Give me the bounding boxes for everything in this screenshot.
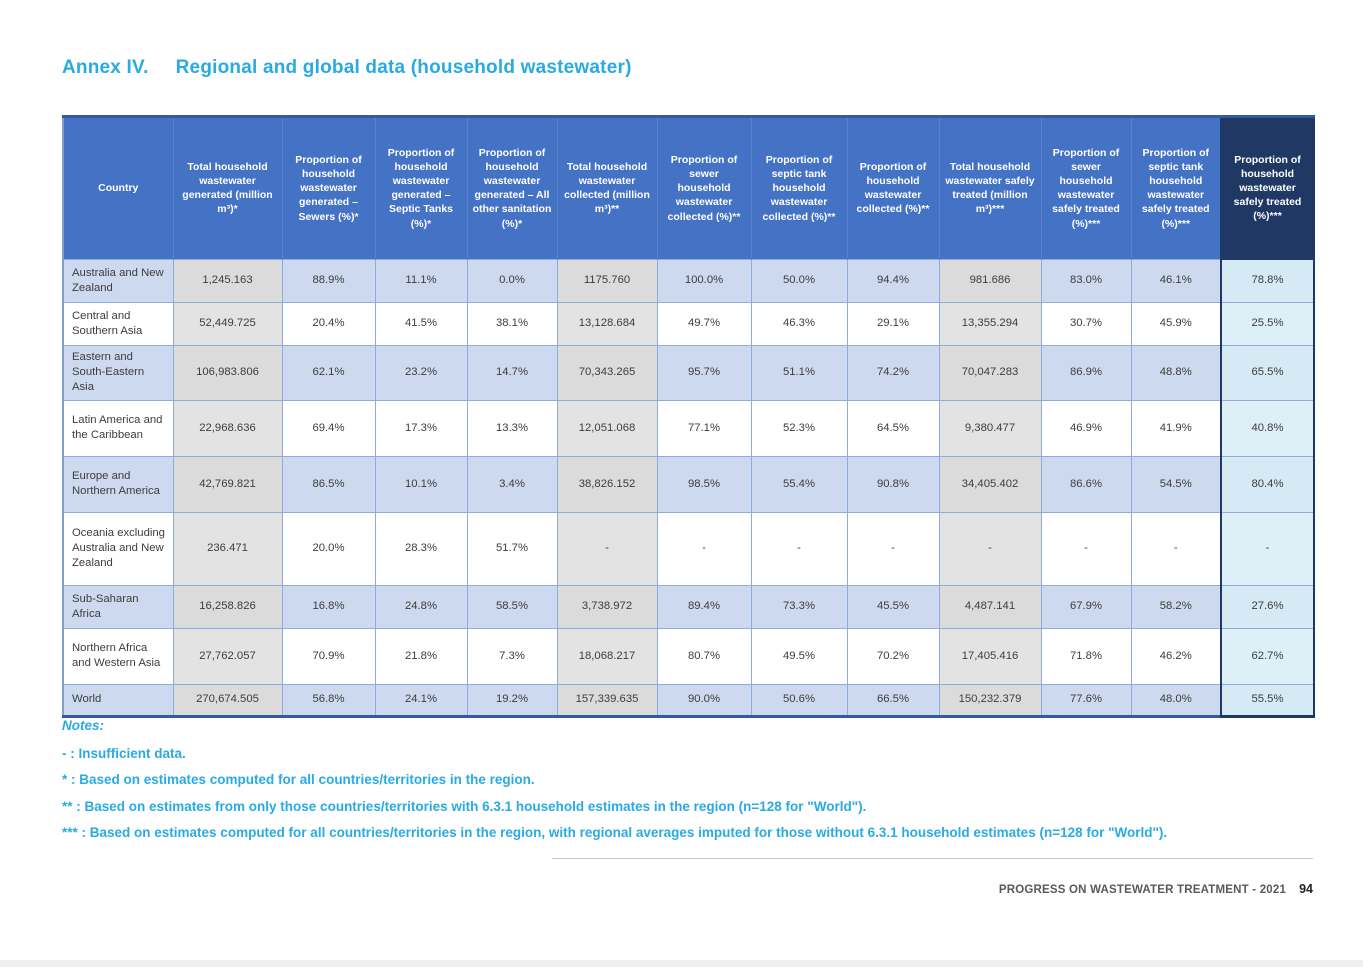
- value-cell: 7.3%: [467, 628, 557, 684]
- value-cell: 48.8%: [1131, 345, 1221, 400]
- column-header: Proportion of sewer household wastewater safely treated (%)***: [1041, 117, 1131, 260]
- value-cell: 106,983.806: [173, 345, 282, 400]
- value-cell: 0.0%: [467, 259, 557, 302]
- table-row: [63, 512, 1314, 585]
- value-cell: 41.9%: [1131, 400, 1221, 456]
- footer-page-number: 94: [1299, 882, 1313, 896]
- value-cell: 24.8%: [375, 585, 467, 628]
- value-cell: 3.4%: [467, 456, 557, 512]
- column-header: Proportion of household wastewater generated – All other sanitation (%)*: [467, 117, 557, 260]
- value-cell: -: [751, 512, 847, 585]
- value-cell: -: [939, 512, 1041, 585]
- value-cell: -: [1221, 512, 1314, 585]
- value-cell: 52,449.725: [173, 302, 282, 345]
- value-cell: 100.0%: [657, 259, 751, 302]
- footer-divider: [552, 858, 1313, 859]
- value-cell: 77.6%: [1041, 684, 1131, 716]
- notes-heading: Notes:: [62, 718, 105, 733]
- value-cell: 13.3%: [467, 400, 557, 456]
- annex-label: Annex IV.: [62, 57, 149, 78]
- value-cell: 45.5%: [847, 585, 939, 628]
- value-cell: 16,258.826: [173, 585, 282, 628]
- value-cell: 55.5%: [1221, 684, 1314, 716]
- value-cell: 62.7%: [1221, 628, 1314, 684]
- value-cell: 12,051.068: [557, 400, 657, 456]
- value-cell: 34,405.402: [939, 456, 1041, 512]
- value-cell: 41.5%: [375, 302, 467, 345]
- value-cell: 10.1%: [375, 456, 467, 512]
- value-cell: 46.2%: [1131, 628, 1221, 684]
- value-cell: 51.1%: [751, 345, 847, 400]
- value-cell: 65.5%: [1221, 345, 1314, 400]
- country-cell: Australia and New Zealand: [63, 259, 173, 302]
- table-row: [63, 628, 1314, 684]
- value-cell: 236.471: [173, 512, 282, 585]
- value-cell: 38.1%: [467, 302, 557, 345]
- annex-table: [62, 115, 1315, 718]
- column-header: Proportion of household wastewater safely treated (%)***: [1221, 117, 1314, 260]
- value-cell: 4,487.141: [939, 585, 1041, 628]
- value-cell: 89.4%: [657, 585, 751, 628]
- value-cell: 98.5%: [657, 456, 751, 512]
- value-cell: 1,245.163: [173, 259, 282, 302]
- value-cell: 27,762.057: [173, 628, 282, 684]
- column-header: Proportion of sewer household wastewater collected (%)**: [657, 117, 751, 260]
- column-header: Proportion of household wastewater generated – Sewers (%)*: [282, 117, 375, 260]
- value-cell: 67.9%: [1041, 585, 1131, 628]
- value-cell: 45.9%: [1131, 302, 1221, 345]
- note-insufficient-data: - : Insufficient data.: [62, 745, 186, 761]
- value-cell: 90.8%: [847, 456, 939, 512]
- value-cell: 14.7%: [467, 345, 557, 400]
- note-one-asterisk: * : Based on estimates computed for all countries/territories in the region.: [62, 772, 535, 787]
- column-header: Total household wastewater generated (million m³)*: [173, 117, 282, 260]
- column-header: Proportion of household wastewater generated – Septic Tanks (%)*: [375, 117, 467, 260]
- value-cell: 83.0%: [1041, 259, 1131, 302]
- country-cell: World: [63, 684, 173, 716]
- value-cell: 40.8%: [1221, 400, 1314, 456]
- value-cell: 58.5%: [467, 585, 557, 628]
- value-cell: 46.3%: [751, 302, 847, 345]
- country-cell: Northern Africa and Western Asia: [63, 628, 173, 684]
- value-cell: 86.5%: [282, 456, 375, 512]
- note-three-asterisks: *** : Based on estimates computed for all countries/territories in the region, with regional averages imputed for those without 6.3.1 household estimates (n=128 for "World").: [62, 825, 1168, 840]
- country-cell: Eastern and South-Eastern Asia: [63, 345, 173, 400]
- value-cell: 95.7%: [657, 345, 751, 400]
- value-cell: 70.2%: [847, 628, 939, 684]
- value-cell: -: [1131, 512, 1221, 585]
- value-cell: 3,738.972: [557, 585, 657, 628]
- value-cell: 19.2%: [467, 684, 557, 716]
- country-cell: Oceania excluding Australia and New Zealand: [63, 512, 173, 585]
- value-cell: 74.2%: [847, 345, 939, 400]
- value-cell: 21.8%: [375, 628, 467, 684]
- value-cell: 24.1%: [375, 684, 467, 716]
- value-cell: 1175.760: [557, 259, 657, 302]
- value-cell: -: [847, 512, 939, 585]
- footer: [999, 882, 1313, 896]
- value-cell: 50.6%: [751, 684, 847, 716]
- value-cell: 22,968.636: [173, 400, 282, 456]
- column-header: Country: [63, 117, 173, 260]
- value-cell: -: [557, 512, 657, 585]
- table-body: [63, 259, 1314, 716]
- country-cell: Europe and Northern America: [63, 456, 173, 512]
- table-row: [63, 345, 1314, 400]
- page-title: [62, 57, 632, 79]
- country-cell: Sub-Saharan Africa: [63, 585, 173, 628]
- value-cell: 46.1%: [1131, 259, 1221, 302]
- value-cell: 80.7%: [657, 628, 751, 684]
- value-cell: 70,343.265: [557, 345, 657, 400]
- column-header: Total household wastewater safely treated (million m³)***: [939, 117, 1041, 260]
- value-cell: 58.2%: [1131, 585, 1221, 628]
- value-cell: -: [1041, 512, 1131, 585]
- value-cell: 55.4%: [751, 456, 847, 512]
- value-cell: 18,068.217: [557, 628, 657, 684]
- value-cell: 20.4%: [282, 302, 375, 345]
- value-cell: 51.7%: [467, 512, 557, 585]
- table-row: [63, 684, 1314, 716]
- value-cell: 64.5%: [847, 400, 939, 456]
- value-cell: 73.3%: [751, 585, 847, 628]
- value-cell: 48.0%: [1131, 684, 1221, 716]
- column-header: Total household wastewater collected (million m³)**: [557, 117, 657, 260]
- annex-table-container: [62, 115, 1315, 718]
- value-cell: 11.1%: [375, 259, 467, 302]
- value-cell: -: [657, 512, 751, 585]
- value-cell: 78.8%: [1221, 259, 1314, 302]
- value-cell: 46.9%: [1041, 400, 1131, 456]
- value-cell: 94.4%: [847, 259, 939, 302]
- table-row: [63, 456, 1314, 512]
- note-two-asterisks: ** : Based on estimates from only those countries/territories with 6.3.1 household estimates in the region (n=128 for "World").: [62, 798, 867, 814]
- value-cell: 70,047.283: [939, 345, 1041, 400]
- value-cell: 62.1%: [282, 345, 375, 400]
- value-cell: 90.0%: [657, 684, 751, 716]
- notes-section: [62, 719, 1167, 853]
- value-cell: 70.9%: [282, 628, 375, 684]
- value-cell: 29.1%: [847, 302, 939, 345]
- value-cell: 27.6%: [1221, 585, 1314, 628]
- value-cell: 30.7%: [1041, 302, 1131, 345]
- country-cell: Central and Southern Asia: [63, 302, 173, 345]
- column-header: Proportion of septic tank household wastewater collected (%)**: [751, 117, 847, 260]
- value-cell: 25.5%: [1221, 302, 1314, 345]
- value-cell: 49.5%: [751, 628, 847, 684]
- value-cell: 981.686: [939, 259, 1041, 302]
- country-cell: Latin America and the Caribbean: [63, 400, 173, 456]
- value-cell: 54.5%: [1131, 456, 1221, 512]
- value-cell: 86.6%: [1041, 456, 1131, 512]
- value-cell: 86.9%: [1041, 345, 1131, 400]
- value-cell: 49.7%: [657, 302, 751, 345]
- value-cell: 88.9%: [282, 259, 375, 302]
- value-cell: 28.3%: [375, 512, 467, 585]
- value-cell: 157,339.635: [557, 684, 657, 716]
- value-cell: 13,355.294: [939, 302, 1041, 345]
- value-cell: 38,826.152: [557, 456, 657, 512]
- value-cell: 71.8%: [1041, 628, 1131, 684]
- column-header: Proportion of household wastewater collected (%)**: [847, 117, 939, 260]
- value-cell: 13,128.684: [557, 302, 657, 345]
- value-cell: 23.2%: [375, 345, 467, 400]
- table-row: [63, 400, 1314, 456]
- table-row: [63, 302, 1314, 345]
- value-cell: 69.4%: [282, 400, 375, 456]
- annex-title: Regional and global data (household wastewater): [175, 57, 632, 78]
- column-header: Proportion of septic tank household wastewater safely treated (%)***: [1131, 117, 1221, 260]
- footer-report-title: PROGRESS ON WASTEWATER TREATMENT - 2021: [998, 884, 1287, 896]
- value-cell: 9,380.477: [939, 400, 1041, 456]
- value-cell: 50.0%: [751, 259, 847, 302]
- value-cell: 56.8%: [282, 684, 375, 716]
- value-cell: 80.4%: [1221, 456, 1314, 512]
- page-edge-strip: [0, 960, 1363, 967]
- value-cell: 16.8%: [282, 585, 375, 628]
- table-row: [63, 585, 1314, 628]
- value-cell: 52.3%: [751, 400, 847, 456]
- value-cell: 17.3%: [375, 400, 467, 456]
- value-cell: 17,405.416: [939, 628, 1041, 684]
- value-cell: 20.0%: [282, 512, 375, 585]
- value-cell: 66.5%: [847, 684, 939, 716]
- table-row: [63, 259, 1314, 302]
- value-cell: 150,232.379: [939, 684, 1041, 716]
- value-cell: 42,769.821: [173, 456, 282, 512]
- value-cell: 77.1%: [657, 400, 751, 456]
- value-cell: 270,674.505: [173, 684, 282, 716]
- table-header-row: [63, 117, 1314, 260]
